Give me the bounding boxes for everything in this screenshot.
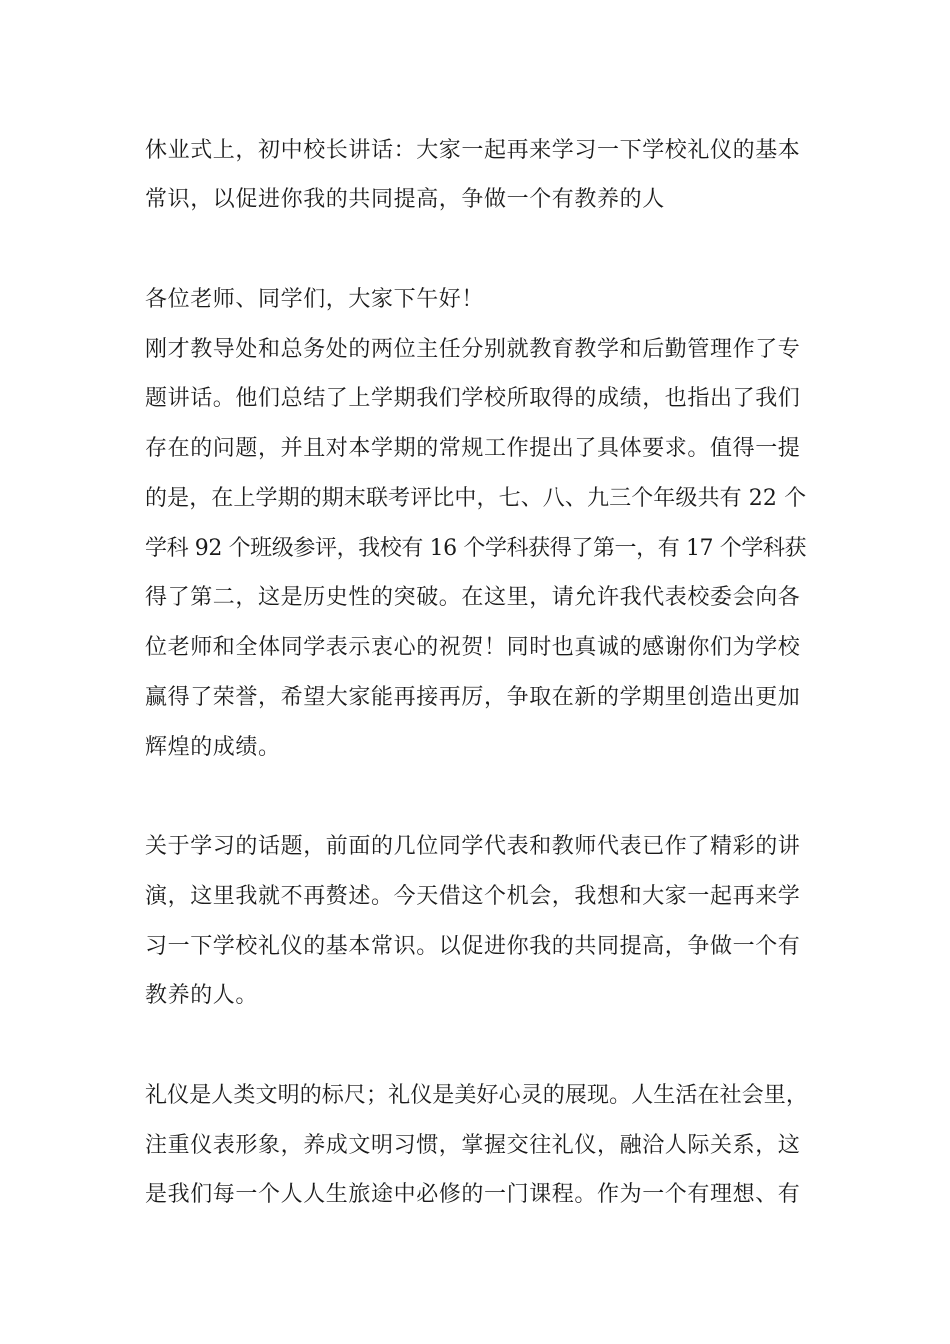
paragraph-line: 赢得了荣誉，希望大家能再接再厉，争取在新的学期里创造出更加 <box>145 685 801 710</box>
paragraph-line: 的是，在上学期的期末联考评比中，七、八、九三个年级共有 22 个 <box>145 486 807 511</box>
paragraph-line: 得了第二，这是历史性的突破。在这里，请允许我代表校委会向各 <box>145 585 801 610</box>
paragraph-line: 礼仪是人类文明的标尺；礼仪是美好心灵的展现。人生活在社会里， <box>145 1083 809 1108</box>
title-line: 休业式上，初中校长讲话：大家一起再来学习一下学校礼仪的基本 <box>145 138 801 163</box>
paragraph-line: 位老师和全体同学表示衷心的祝贺！同时也真诚的感谢你们为学校 <box>145 635 801 660</box>
paragraph-line: 辉煌的成绩。 <box>145 735 281 760</box>
paragraph-line: 关于学习的话题，前面的几位同学代表和教师代表已作了精彩的讲 <box>145 834 801 859</box>
paragraph-line: 教养的人。 <box>145 983 259 1008</box>
paragraph-line: 是我们每一个人人生旅途中必修的一门课程。作为一个有理想、有 <box>145 1182 801 1207</box>
paragraph-line: 习一下学校礼仪的基本常识。以促进你我的共同提高，争做一个有 <box>145 934 801 959</box>
paragraph-line: 学科 92 个班级参评，我校有 16 个学科获得了第一，有 17 个学科获 <box>145 536 807 561</box>
paragraph-line: 刚才教导处和总务处的两位主任分别就教育教学和后勤管理作了专 <box>145 337 801 362</box>
paragraph-line: 注重仪表形象，养成文明习惯，掌握交往礼仪，融洽人际关系，这 <box>145 1133 801 1158</box>
greeting: 各位老师、同学们，大家下午好！ <box>145 287 485 312</box>
title-line: 常识，以促进你我的共同提高，争做一个有教养的人 <box>145 187 665 212</box>
paragraph-line: 演，这里我就不再赘述。今天借这个机会，我想和大家一起再来学 <box>145 884 801 909</box>
paragraph-line: 存在的问题，并且对本学期的常规工作提出了具体要求。值得一提 <box>145 436 801 461</box>
paragraph-line: 题讲话。他们总结了上学期我们学校所取得的成绩，也指出了我们 <box>145 386 801 411</box>
